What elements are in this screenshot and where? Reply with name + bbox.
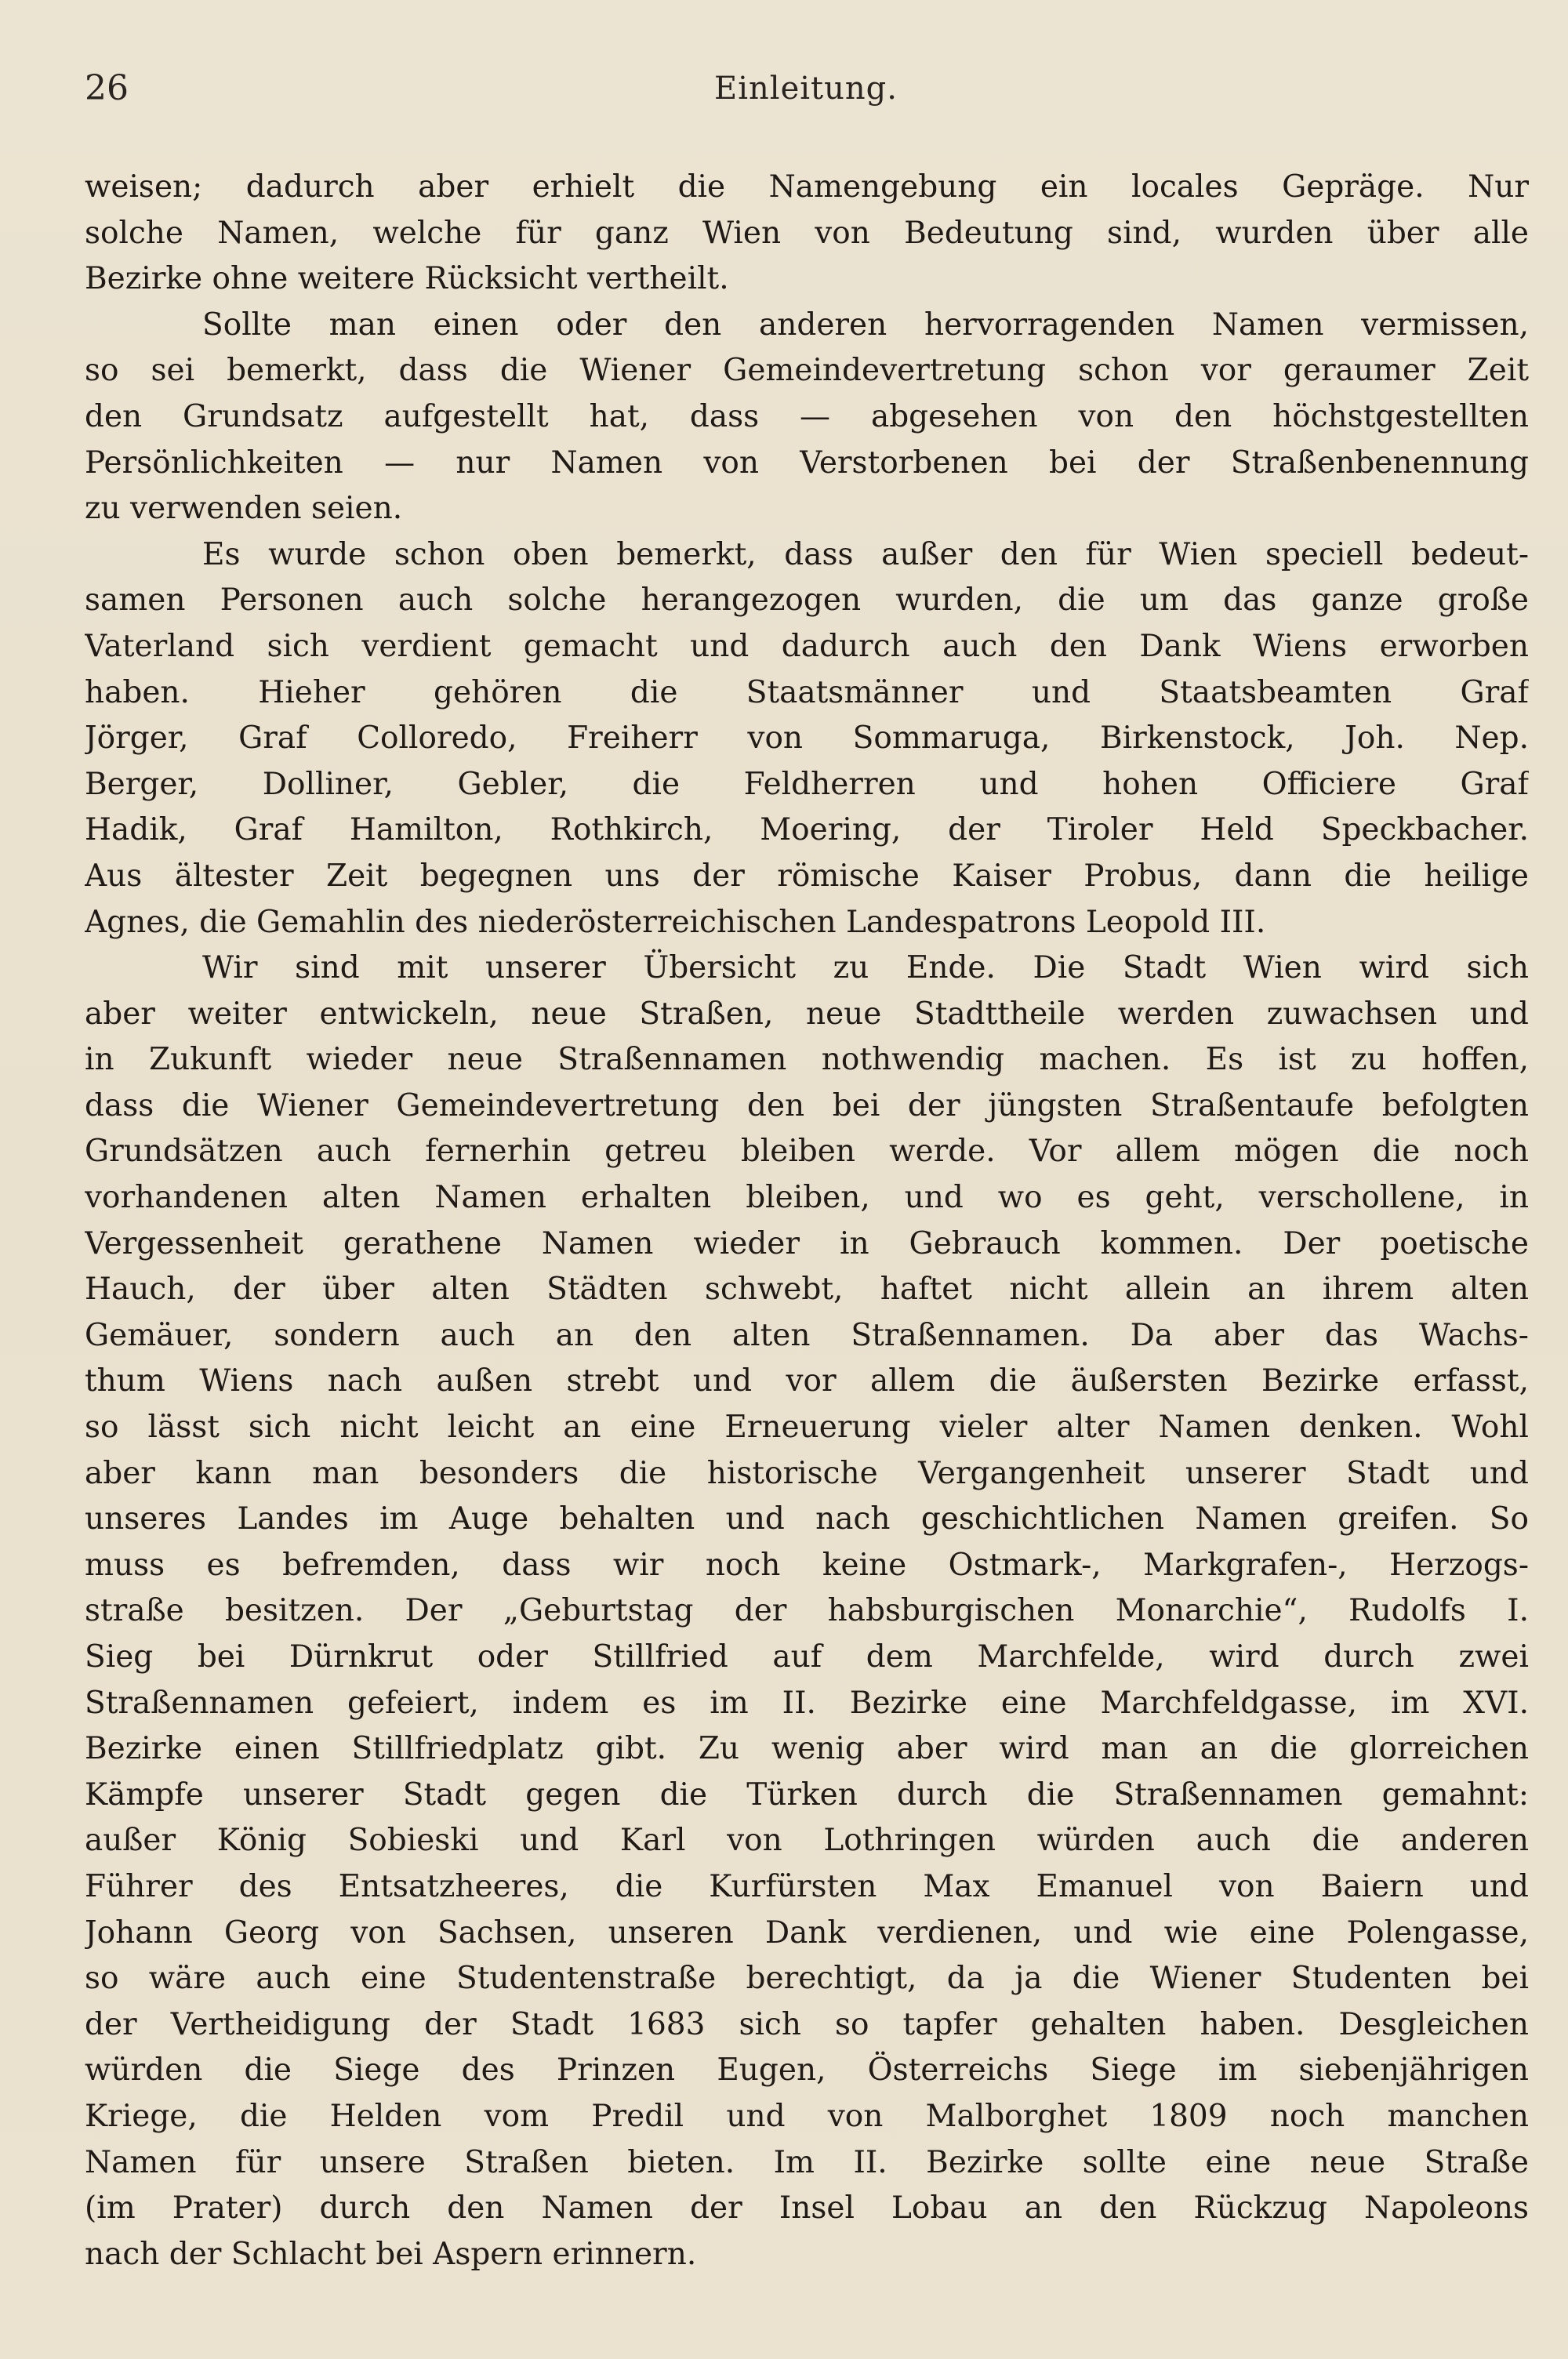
text-line: Bezirke ohne weitere Rücksicht vertheilt. xyxy=(85,261,729,297)
text-line: außer König Sobieski und Karl von Lothringen würden auch die anderen xyxy=(85,1823,1529,1859)
running-head xyxy=(85,61,1527,116)
header-title: Einleitung. xyxy=(714,71,898,107)
text-line: so sei bemerkt, dass die Wiener Gemeindevertretung schon vor geraumer Zeit xyxy=(85,353,1529,389)
text-line: so wäre auch eine Studentenstraße berechtigt, da ja die Wiener Studenten bei xyxy=(85,1961,1529,1997)
text-line: Jörger, Graf Colloredo, Freiherr von Sommaruga, Birkenstock, Joh. Nep. xyxy=(85,720,1529,757)
text-line: Sollte man einen oder den anderen hervorragenden Namen vermissen, xyxy=(202,307,1529,343)
text-line: Hadik, Graf Hamilton, Rothkirch, Moering, der Tiroler Held Speckbacher. xyxy=(85,812,1529,848)
text-line: Es wurde schon oben bemerkt, dass außer den für Wien speciell bedeut- xyxy=(202,536,1529,572)
text-line: Kämpfe unserer Stadt gegen die Türken durch die Straßennamen gemahnt: xyxy=(85,1777,1529,1813)
text-line: vorhandenen alten Namen erhalten bleiben, und wo es geht, verschollene, in xyxy=(85,1180,1529,1216)
text-line: in Zukunft wieder neue Straßennamen nothwendig machen. Es ist zu hoffen, xyxy=(85,1042,1529,1078)
text-line: Grundsätzen auch fernerhin getreu bleiben werde. Vor allem mögen die noch xyxy=(85,1134,1529,1170)
text-line: zu verwenden seien. xyxy=(85,491,403,527)
text-line: Kriege, die Helden vom Predil und von Malborghet 1809 noch manchen xyxy=(85,2098,1529,2134)
text-line: nach der Schlacht bei Aspern erinnern. xyxy=(85,2236,697,2272)
text-line: straße besitzen. Der „Geburtstag der habsburgischen Monarchie“, Rudolfs I. xyxy=(85,1593,1529,1629)
text-line: weisen; dadurch aber erhielt die Namengebung ein locales Gepräge. Nur xyxy=(85,169,1529,205)
text-line: Führer des Entsatzheeres, die Kurfürsten Max Emanuel von Baiern und xyxy=(85,1868,1529,1904)
text-line: muss es befremden, dass wir noch keine Ostmark-, Markgrafen-, Herzogs- xyxy=(85,1547,1529,1583)
text-line: Persönlichkeiten — nur Namen von Verstorbenen bei der Straßenbenennung xyxy=(85,445,1529,481)
text-line: Johann Georg von Sachsen, unseren Dank verdienen, und wie eine Polengasse, xyxy=(85,1914,1529,1951)
text-line: aber weiter entwickeln, neue Straßen, neue Stadttheile werden zuwachsen und xyxy=(85,996,1529,1032)
text-line: würden die Siege des Prinzen Eugen, Österreichs Siege im siebenjährigen xyxy=(85,2052,1529,2089)
text-line: dass die Wiener Gemeindevertretung den bei der jüngsten Straßentaufe befolgten xyxy=(85,1087,1529,1123)
text-line: so lässt sich nicht leicht an eine Erneuerung vieler alter Namen denken. Wohl xyxy=(85,1410,1529,1446)
text-line: Namen für unsere Straßen bieten. Im II. Bezirke sollte eine neue Straße xyxy=(85,2144,1529,2180)
text-line: Vergessenheit gerathene Namen wieder in Gebrauch kommen. Der poetische xyxy=(85,1225,1529,1261)
text-line: (im Prater) durch den Namen der Insel Lobau an den Rückzug Napoleons xyxy=(85,2190,1529,2227)
text-line: thum Wiens nach außen strebt und vor allem die äußersten Bezirke erfasst, xyxy=(85,1363,1529,1399)
text-line: Wir sind mit unserer Übersicht zu Ende. Die Stadt Wien wird sich xyxy=(202,950,1529,986)
text-line: Berger, Dolliner, Gebler, die Feldherren und hohen Officiere Graf xyxy=(85,766,1529,802)
text-line: der Vertheidigung der Stadt 1683 sich so tapfer gehalten haben. Desgleichen xyxy=(85,2006,1529,2042)
text-line: den Grundsatz aufgestellt hat, dass — abgesehen von den höchstgestellten xyxy=(85,398,1529,434)
page-number: 26 xyxy=(85,68,129,108)
text-line: Bezirke einen Stillfriedplatz gibt. Zu wenig aber wird man an die glorreichen xyxy=(85,1731,1529,1767)
text-line: Sieg bei Dürnkrut oder Stillfried auf dem Marchfelde, wird durch zwei xyxy=(85,1639,1529,1675)
text-line: aber kann man besonders die historische Vergangenheit unserer Stadt und xyxy=(85,1455,1529,1491)
text-line: unseres Landes im Auge behalten und nach geschichtlichen Namen greifen. So xyxy=(85,1501,1529,1537)
body-text xyxy=(85,165,1529,2277)
text-line: Vaterland sich verdient gemacht und dadurch auch den Dank Wiens erworben xyxy=(85,628,1529,664)
text-line: Aus ältester Zeit begegnen uns der römische Kaiser Probus, dann die heilige xyxy=(85,858,1529,894)
text-line: samen Personen auch solche herangezogen wurden, die um das ganze große xyxy=(85,582,1529,619)
text-line: Agnes, die Gemahlin des niederösterreichischen Landespatrons Leopold III. xyxy=(85,904,1266,940)
text-line: haben. Hieher gehören die Staatsmänner und Staatsbeamten Graf xyxy=(85,674,1529,710)
text-line: Straßennamen gefeiert, indem es im II. Bezirke eine Marchfeldgasse, im XVI. xyxy=(85,1685,1529,1721)
text-line: solche Namen, welche für ganz Wien von Bedeutung sind, wurden über alle xyxy=(85,215,1529,251)
text-line: Gemäuer, sondern auch an den alten Straßennamen. Da aber das Wachs- xyxy=(85,1317,1529,1353)
text-line: Hauch, der über alten Städten schwebt, haftet nicht allein an ihrem alten xyxy=(85,1272,1529,1308)
